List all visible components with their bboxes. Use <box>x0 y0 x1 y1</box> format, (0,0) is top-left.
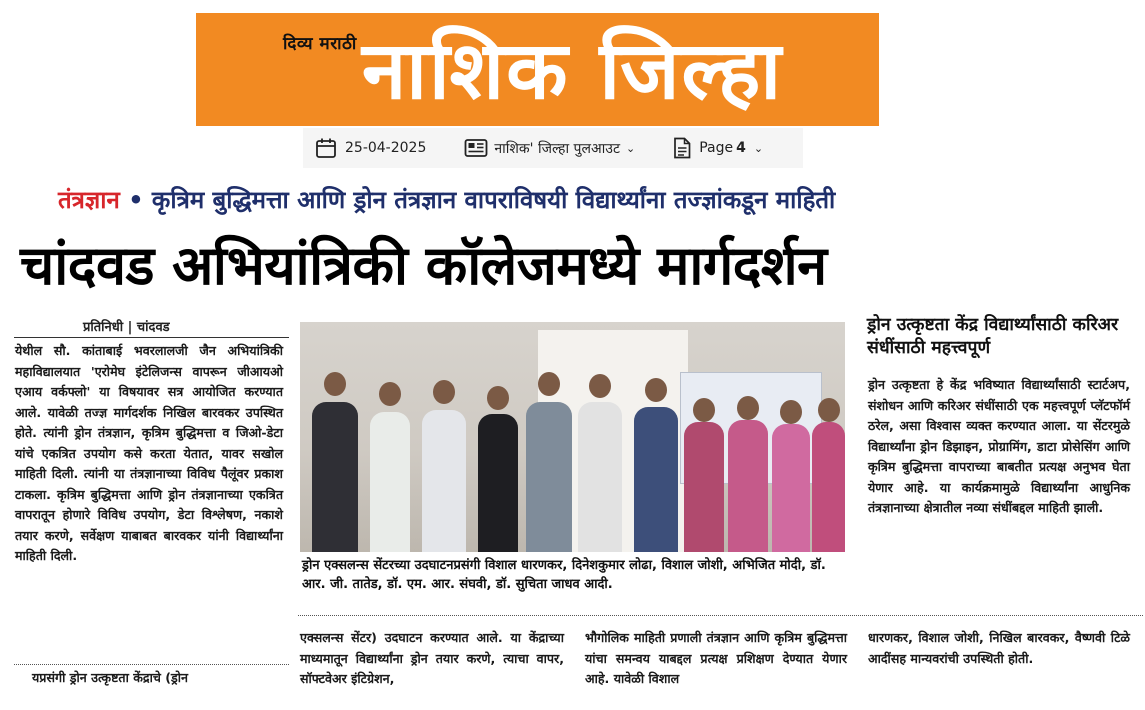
chevron-down-icon: ⌄ <box>626 141 636 155</box>
photo-person <box>684 422 724 552</box>
photo-person <box>578 402 622 552</box>
article-body-col4: धारणकर, विशाल जोशी, निखिल बारवकर, वैष्णवी टिळे आदींसह मान्यवरांची उपस्थिती होती. <box>868 630 1130 666</box>
sidebar-body: ड्रोन उत्कृष्टता हे केंद्र भविष्यात विद्यार्थ्यांसाठी स्टार्टअप, संशोधन आणि करिअर संधींसाठी एक महत्त्वपूर्ण प्लॅटफॉर्म ठरेल, असा विश्वास व्यक्त करण्यात आला. या सेंटरमुळे विद्यार्थ्यांना ड्रोन डिझाइन, प्रोग्रामिंग, डाटा प्रोसेसिंग आणि कृत्रिम बुद्धिमत्ता वापराच्या बाबतीत प्रत्यक्ष अनुभव घेता येणार आहे. या कार्यक्रमामुळे विद्यार्थ्यांना आधुनिक तंत्रज्ञानाच्या क्षेत्रातील नव्या संधींबद्दल माहिती झाली. <box>868 377 1130 515</box>
photo-person <box>772 424 810 552</box>
date-label: 25-04-2025 <box>345 140 427 156</box>
kicker-text: कृत्रिम बुद्धिमत्ता आणि ड्रोन तंत्रज्ञान वापराविषयी विद्यार्थ्यांना तज्ज्ञांकडून माहिती <box>151 186 836 214</box>
photo-person <box>478 414 518 552</box>
newspaper-icon <box>464 138 488 158</box>
document-icon <box>673 137 691 159</box>
masthead <box>196 13 879 126</box>
byline: प्रतिनिधी | चांदवड <box>83 320 170 335</box>
article-body-col3: भौगोलिक माहिती प्रणाली तंत्रज्ञान आणि कृत्रिम बुद्धिमत्ता यांचा समन्वय याबद्दल प्रत्यक्ष प्रशिक्षण देण्यात येणार आहे. यावेळी विशाल <box>585 630 847 686</box>
edition-selector[interactable] <box>464 138 635 158</box>
sidebar-heading: ड्रोन उत्कृष्टता केंद्र विद्यार्थ्यांसाठी करिअर संधींसाठी महत्त्वपूर्ण <box>867 315 1119 358</box>
section-divider <box>298 615 1143 616</box>
photo-head <box>538 372 560 396</box>
article-body-col1-tail: यप्रसंगी ड्रोन उत्कृष्टता केंद्राचे (ड्रोन <box>32 670 188 685</box>
photo-person <box>312 402 358 552</box>
calendar-icon <box>315 137 337 159</box>
column-divider <box>14 664 289 665</box>
photo-head <box>433 380 455 404</box>
photo-person <box>370 412 410 552</box>
article-kicker <box>58 183 1118 216</box>
photo-head <box>379 382 401 406</box>
article-headline: चांदवड अभियांत्रिकी कॉलेजमध्ये मार्गदर्शन <box>20 234 827 297</box>
date-picker[interactable] <box>315 137 426 159</box>
photo-head <box>589 374 611 398</box>
photo-person <box>812 422 845 552</box>
article-body-col2: एक्सलन्स सेंटर) उदघाटन करण्यात आले. या केंद्राच्या माध्यमातून विद्यार्थ्यांना ड्रोन तयार करणे, त्याचा वापर, सॉफ्टवेअर इंटिग्रेशन, <box>300 630 564 686</box>
photo-caption: ड्रोन एक्सलन्स सेंटरच्या उदघाटनप्रसंगी विशाल धारणकर, दिनेशकुमार लोढा, विशाल जोशी, अभिजित मोदी, डॉ. आर. जी. तातेड, डॉ. एम. आर. संघवी, डॉ. सुचिता जाधव आदी. <box>302 558 826 592</box>
byline-divider <box>14 337 289 338</box>
photo-person <box>634 407 678 552</box>
brand-logo-small: दिव्य मराठी <box>283 34 357 54</box>
page-selector[interactable] <box>673 137 763 159</box>
photo-head <box>645 378 667 402</box>
edition-label: नाशिक' जिल्हा पुलआउट <box>494 140 621 157</box>
page-label: Page <box>699 140 734 156</box>
photo-head <box>780 400 802 424</box>
edition-toolbar <box>303 128 803 168</box>
photo-head <box>487 386 509 410</box>
photo-person <box>422 410 466 552</box>
kicker-bullet: • <box>128 186 144 214</box>
photo-person <box>728 420 768 552</box>
kicker-tag: तंत्रज्ञान <box>58 186 120 214</box>
chevron-down-icon: ⌄ <box>753 141 764 155</box>
page-number: 4 <box>736 140 746 156</box>
photo-person <box>526 402 572 552</box>
photo-head <box>324 372 346 396</box>
brand-logo-title: नाशिक जिल्हा <box>361 24 784 117</box>
photo-head <box>693 398 715 422</box>
event-photo <box>300 322 845 552</box>
photo-head <box>737 396 759 420</box>
photo-head <box>818 398 840 422</box>
article-body-col1: येथील सौ. कांताबाई भवरलालजी जैन अभियांत्रिकी महाविद्यालयात 'एरोमेघ इंटेलिजन्स वापरून जीआयओ एआय वर्कफ्लो' या विषयावर सत्र आयोजित करण्यात आले. यावेळी तज्ज्ञ मार्गदर्शक निखिल बारवकर उपस्थित होते. त्यांनी ड्रोन तंत्रज्ञान, कृत्रिम बुद्धिमत्ता व जिओ-डेटा यांचे एकत्रित उपयोग कसे करता येतात, यावर सखोल माहिती दिली. त्यांनी या तंत्रज्ञानाच्या विविध पैलूंवर प्रकाश टाकला. कृत्रिम बुद्धिमत्ता आणि ड्रोन तंत्रज्ञानाच्या एकत्रित वापरातून होणारे विविध उपयोग, डेटा विश्लेषण, नकाशे तयार करणे, सर्वेक्षण याबाबत बारवकर यांनी विद्यार्थ्यांना माहिती दिली. <box>15 343 283 563</box>
